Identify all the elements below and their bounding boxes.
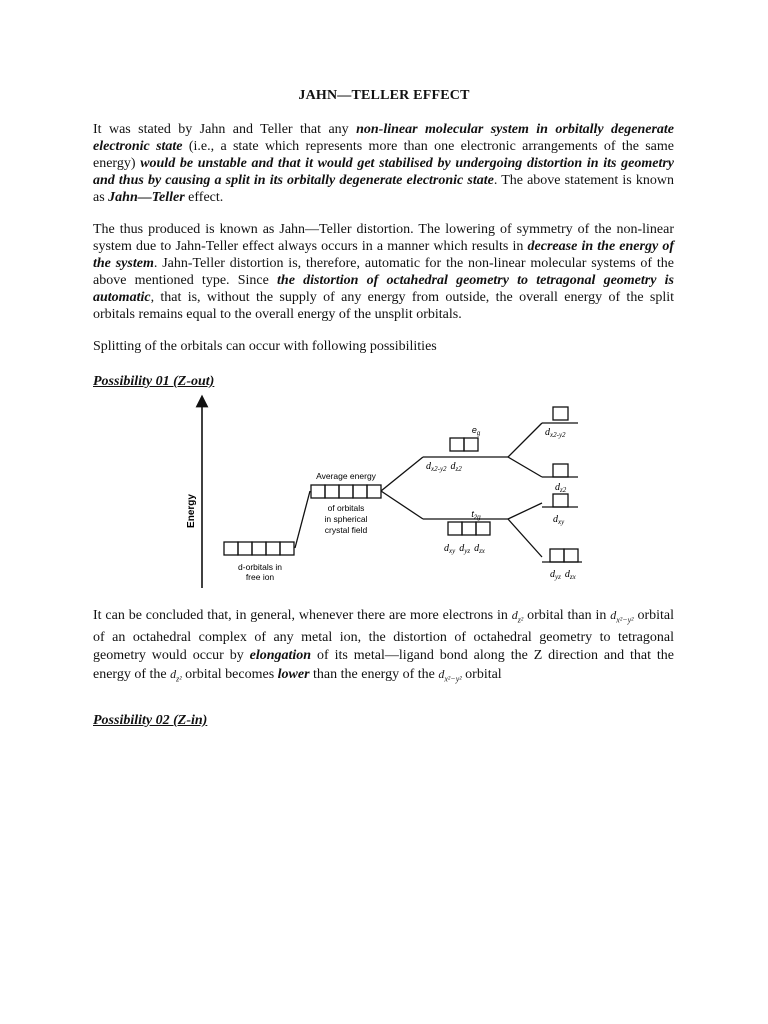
emphasis: lower <box>277 667 310 683</box>
connector-line <box>508 503 542 519</box>
free-ion-label-line2: free ion <box>245 572 275 582</box>
text: orbital becomes <box>181 667 278 683</box>
emphasis: decrease in the energy of the system <box>93 239 675 271</box>
t2g-orbital-boxes <box>448 522 490 535</box>
free-ion-label-line1: d-orbitals in <box>238 562 282 572</box>
eg-orbital-boxes <box>450 438 478 451</box>
text: It can be concluded that, in general, whenever there are more electrons in <box>93 608 512 623</box>
emphasis: non-linear molecular system in orbitally degenerate electronic state <box>93 122 674 154</box>
spherical-label-line2: in spherical <box>324 514 368 524</box>
paragraph-definition <box>93 121 674 206</box>
emphasis: Jahn—Teller <box>108 190 185 205</box>
dx2y2-orbital-box <box>553 407 568 420</box>
heading-possibility-02: Possibility 02 (Z-in) <box>93 713 208 728</box>
spherical-label-line3: crystal field <box>324 525 368 535</box>
average-energy-label: Average energy <box>316 471 376 481</box>
orbital-splitting-diagram <box>178 393 598 593</box>
page-title: JAHN—TELLER EFFECT <box>298 88 470 103</box>
paragraph-conclusion <box>93 606 674 689</box>
text: effect. <box>184 190 224 205</box>
heading-possibility-01: Possibility 01 (Z-out) <box>93 374 215 389</box>
connector-line <box>508 519 542 557</box>
dyz-dzx-labels: $d_{yz}$ $d_{zx}$ <box>550 569 576 581</box>
energy-axis-label: Energy <box>186 494 197 528</box>
spherical-label-line1: of orbitals <box>327 503 365 513</box>
t2g-label: $t_{2g}$ <box>471 509 481 521</box>
connector-line <box>381 491 423 519</box>
dxy-label: $d_{xy}$ <box>553 514 565 526</box>
text: . Jahn-Teller distortion is, therefore, automatic for the non-linear molecular systems of the above mentioned type. Since <box>93 256 674 288</box>
emphasis: the distortion of octahedral geometry to tetragonal geometry is automatic <box>93 273 674 305</box>
text: orbital <box>461 667 502 683</box>
connector-line <box>381 457 423 491</box>
text: orbital of an octahedral complex of any metal ion, the distortion of octahedral geometry to tetragonal geometry would occur by <box>93 608 674 664</box>
text: than the energy of the <box>309 667 439 683</box>
text: of its metal—ligand bond along the Z direction and that the energy of the <box>93 648 675 683</box>
symbol-dz2: $d_{z^2}$ <box>170 667 182 684</box>
text: . The above statement is known as <box>93 173 674 205</box>
text: It was stated by Jahn and Teller that any <box>93 122 357 137</box>
symbol-dx2y2: $d_{x^2-y^2}$ <box>438 667 462 684</box>
paragraph-distortion <box>93 221 674 323</box>
dxy-orbital-box <box>553 494 568 507</box>
emphasis: elongation <box>249 648 312 664</box>
emphasis: would be unstable and that it would get stabilised by undergoing distortion in its geometry and thus by causing a split in its orbitally degenerate electronic state <box>93 156 675 188</box>
dz2-label: $d_{z2}$ <box>555 482 567 494</box>
symbol-dz2: $d_{z^2}$ <box>511 608 524 625</box>
eg-label: $e_g$ <box>471 425 481 437</box>
text: , that is, without the supply of any energy from outside, the overall energy of the split orbitals remains equal to the overall energy of the unsplit orbitals. <box>93 290 674 322</box>
text: orbital than in <box>523 608 611 623</box>
text: The thus produced is known as Jahn—Teller distortion. The lowering of symmetry of the non-linear system due to Jahn-Teller effect always occurs in a manner which results in <box>93 222 674 254</box>
symbol-dx2y2: $d_{x^2-y^2}$ <box>610 608 634 625</box>
dyz-dzx-orbital-boxes <box>550 549 578 562</box>
t2g-orbital-labels: $d_{xy}$ $d_{yz}$ $d_{zx}$ <box>444 543 485 555</box>
paragraph-possibilities: Splitting of the orbitals can occur with following possibilities <box>93 339 437 354</box>
connector-line <box>295 491 310 548</box>
eg-orbital-labels: $d_{x2-y2}$ $d_{z2}$ <box>426 461 462 473</box>
dx2y2-label: $d_{x2-y2}$ <box>545 427 566 439</box>
text: (i.e., a state which represents more than one electronic arrangements of the same energy) <box>93 139 675 171</box>
spherical-field-orbital-boxes <box>311 485 381 498</box>
connector-line <box>508 457 542 477</box>
dz2-orbital-box <box>553 464 568 477</box>
free-ion-orbital-boxes <box>224 542 294 555</box>
connector-line <box>508 423 542 457</box>
